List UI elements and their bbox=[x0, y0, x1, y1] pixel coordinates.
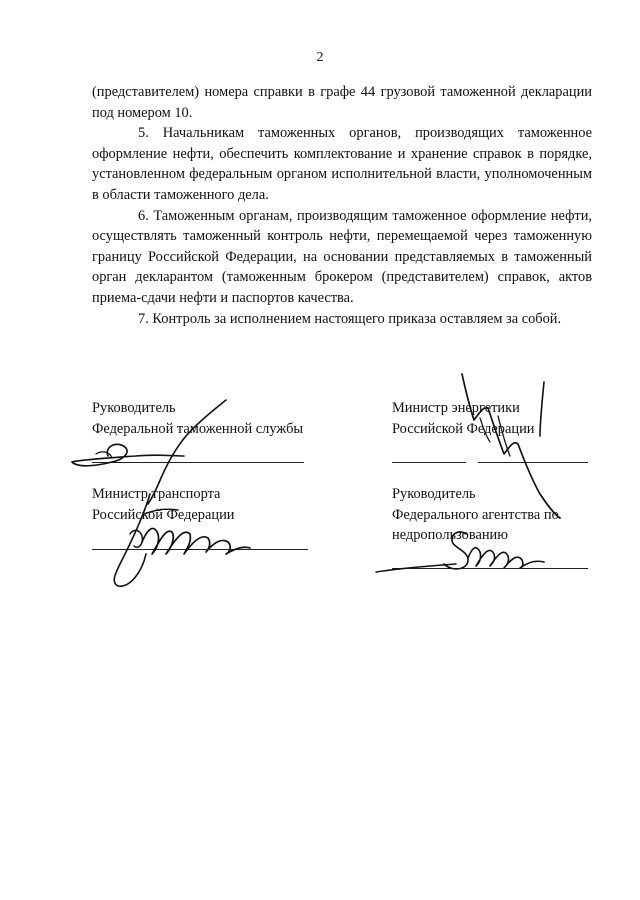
signatory-subsoil-title: Руководитель bbox=[392, 486, 476, 502]
signatory-transport-title: Министр транспорта bbox=[92, 486, 221, 502]
signatory-energy-title: Министр энергетики bbox=[392, 400, 520, 416]
page-number: 2 bbox=[316, 50, 324, 65]
signatory-transport-org: Российской Федерации bbox=[92, 506, 235, 523]
paragraph-5: 5. Начальникам таможенных органов, производящих таможенное оформление нефти, обеспечить комплектование и хранение справок в порядке, установленном федеральным органом исполнительной власти, уполномоченным в области таможенного дела. bbox=[92, 125, 592, 203]
signature-transport bbox=[104, 484, 254, 592]
paragraph-continuation: (представителем) номера справки в графе 44 грузовой таможенной декларации под номером 10. bbox=[92, 84, 592, 121]
signatory-subsoil-org-cont: недропользованию bbox=[392, 527, 509, 544]
signatory-subsoil-org: Федерального агентства по bbox=[392, 506, 559, 523]
paragraph-7: 7. Контроль за исполнением настоящего приказа оставляем за собой. bbox=[138, 310, 562, 327]
signatory-energy-org: Российской Федерации bbox=[392, 420, 535, 437]
signatory-customs-title: Руководитель bbox=[92, 400, 176, 416]
document-body bbox=[92, 82, 592, 329]
signatory-customs-org: Федеральной таможенной службы bbox=[92, 420, 304, 437]
signature-subsoil bbox=[372, 522, 552, 588]
paragraph-6: 6. Таможенным органам, производящим таможенное оформление нефти, осуществлять таможенный контроль нефти, перемещаемой через таможенную границу Российской Федерации, на основании представляемых в таможенный орган декларантом (таможенным брокером (представителем) справок, актов приема-сдачи нефти и паспортов качества. bbox=[92, 207, 592, 306]
